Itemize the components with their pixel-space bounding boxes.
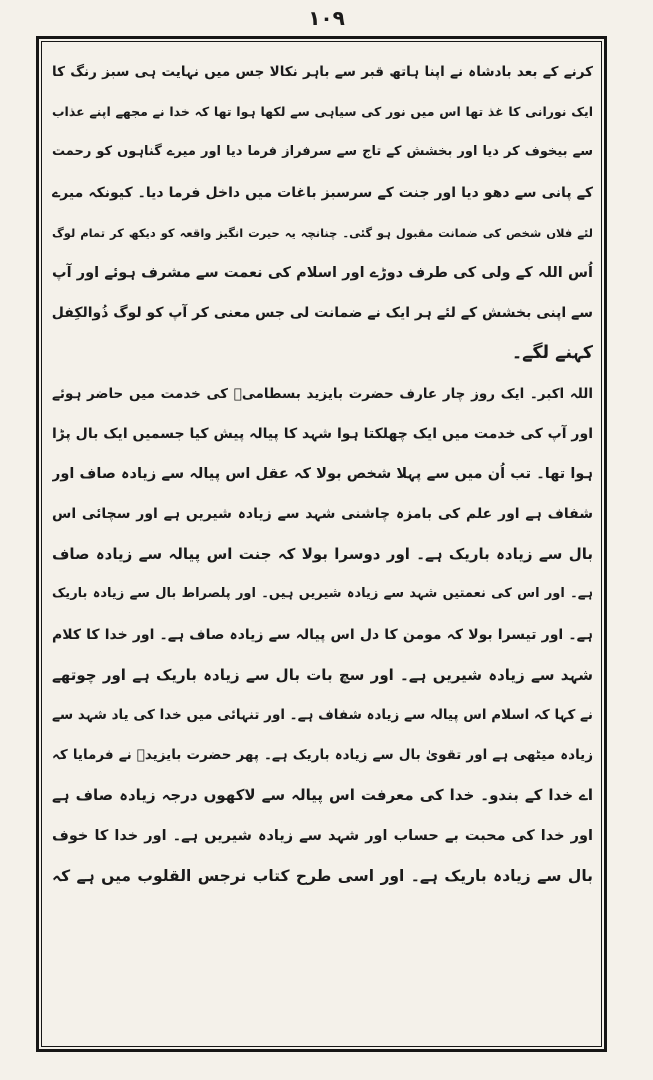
text-line: سے اپنی بخشش کے لئے ہر ایک نے ضمانت لی جس معنی کر آپ کو لوگ ذُوالکِفل [52, 305, 593, 322]
text-line: ہے۔ اور تیسرا بولا کہ مومن کا دل اس پیالہ سے زیادہ صاف ہے۔ اور خدا کا کلام [52, 626, 593, 643]
text-line: لئے فلاں شخص کی ضمانت مقبول ہو گئی۔ چنانچہ یہ حیرت انگیز واقعہ کو دیکھ کر تمام لوگ [52, 225, 593, 240]
text-line: ہوا تھا۔ تب اُن میں سے پہلا شخص بولا کہ عقل اس پیالہ سے زیادہ صاف اور [52, 465, 593, 482]
text-line: نے کہا کہ اسلام اس پیالہ سے زیادہ شفاف ہے۔ اور تنہائی میں خدا کی یاد شہد سے [52, 707, 593, 723]
text-line: ہے۔ اور اس کی نعمتیں شہد سے زیادہ شیریں ہیں۔ اور پلصراط بال سے زیادہ باریک [52, 586, 593, 602]
text-line: اے خدا کے بندو۔ خدا کی معرفت اس پیالہ سے لاکھوں درجہ زیادہ صاف ہے [52, 786, 593, 805]
text-line: اور خدا کی محبت بے حساب اور شہد سے زیادہ شیریں ہے۔ اور خدا کا خوف [52, 827, 593, 844]
text-line: ایک نورانی کا غذ تھا اس میں نور کی سیاہی سے لکھا ہوا تھا کہ خدا نے مجھے اپنے عذاب [52, 104, 593, 120]
text-line: بال سے زیادہ باریک ہے۔ اور دوسرا بولا کہ جنت اس پیالہ سے زیادہ صاف [52, 545, 593, 564]
text-line: کے پانی سے دھو دیا اور جنت کے سرسبز باغات میں داخل فرما دیا۔ کیونکہ میرے [52, 184, 593, 201]
body-text [52, 52, 593, 1036]
text-line: بال سے زیادہ باریک ہے۔ اور اسی طرح کتاب نرجس القلوب میں ہے کہ [52, 866, 593, 885]
text-line: اللہ اکبر۔ ایک روز چار عارف حضرت بایزید بسطامیؒ کی خدمت میں حاضر ہوئے [52, 385, 593, 402]
text-line: زیادہ میٹھی ہے اور تقویٰ بال سے زیادہ باریک ہے۔ پھر حضرت بایزیدؒ نے فرمایا کہ [52, 747, 593, 764]
text-line: کرنے کے بعد بادشاہ نے اپنا ہاتھ قبر سے باہر نکالا جس میں نہایت ہی سبز رنگ کا [52, 64, 593, 80]
page-number: ۱۰۹ [308, 6, 345, 30]
text-line: کہنے لگے۔ [511, 343, 593, 364]
text-line: سے بیخوف کر دیا اور بخشش کے تاج سے سرفراز فرما دیا اور میرے گناہوں کو رحمت [52, 144, 593, 160]
text-line: اُس اللہ کے ولی کی طرف دوڑے اور اسلام کی نعمت سے مشرف ہوئے اور آپ [52, 264, 593, 281]
text-line: اور آپ کی خدمت میں ایک چھلکتا ہوا شہد کا پیالہ پیش کیا جسمیں ایک بال پڑا [52, 425, 593, 442]
text-line: شفاف ہے اور علم کی بامزہ چاشنی شہد سے زیادہ شیریں ہے اور سچائی اس [52, 506, 593, 523]
text-line: شہد سے زیادہ شیریں ہے۔ اور سچ بات بال سے زیادہ باریک ہے اور چوتھے [52, 665, 593, 684]
